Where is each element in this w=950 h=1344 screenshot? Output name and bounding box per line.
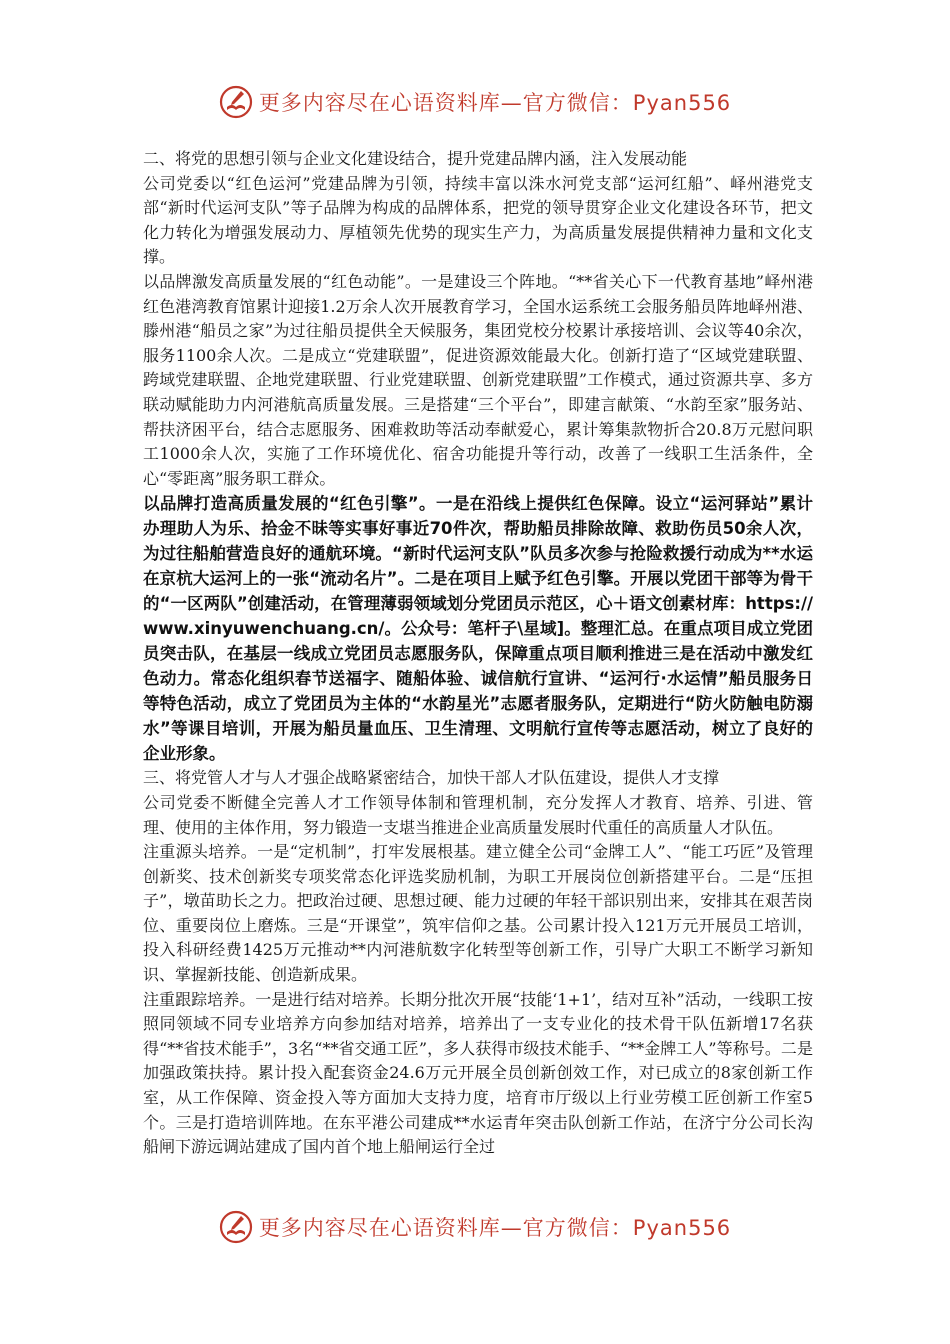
paragraph: 以品牌激发高质量发展的“红色动能”。一是建设三个阵地。“**省关心下一代教育基地”峄州港红色港湾教育馆累计迎接1.2万余人次开展教育学习，全国水运系统工会服务船员阵地峄州港、滕州港“船员之家”为过往船员提供全天候服务，集团党校分校累计承接培训、会议等40余次，服务1100余人次。二是成立“党建联盟”，促进资源效能最大化。创新打造了“区域党建联盟、跨域党建联盟、企地党建联盟、行业党建联盟、创新党建联盟”工作模式，通过资源共享、多方联动赋能助力内河港航高质量发展。三是搭建“三个平台”，即建言献策、“水韵至家”服务站、帮扶济困平台，结合志愿服务、困难救助等活动奉献爱心，累计筹集款物折合20.8万元慰问职工1000余人次，实施了工作环境优化、宿舍功能提升等行动，改善了一线职工生活条件，全心“零距离”服务职工群众。 bbox=[143, 271, 813, 488]
paragraph: 注重源头培养。一是“定机制”，打牢发展根基。建立健全公司“金牌工人”、“能工巧匠”及管理创新奖、技术创新奖专项奖常态化评选奖励机制，为职工开展岗位创新搭建平台。二是“压担子”，墩苗助长之力。把政治过硬、思想过硬、能力过硬的年轻干部识别出来，安排其在艰苦岗位、重要岗位上磨炼。三是“开课堂”，筑牢信仰之基。公司累计投入121万元开展员工培训，投入科研经费1425万元推动**内河港航数字化转型等创新工作，引导广大职工不断学习新知识、掌握新技能、创造新成果。 bbox=[143, 842, 813, 985]
paragraph: 公司党委不断健全完善人才工作领导体制和管理机制，充分发挥人才教育、培养、引进、管理、使用的主体作用，努力锻造一支堪当推进企业高质量发展时代重任的高质量人才队伍。 bbox=[143, 792, 813, 837]
book-pen-logo-icon bbox=[219, 85, 253, 119]
footer-watermark-banner bbox=[0, 1207, 950, 1247]
paragraph: 公司党委以“红色运河”党建品牌为引领，持续丰富以洙水河党支部“运河红船”、峄州港党支部“新时代运河支队”等子品牌为构成的品牌体系，把党的领导贯穿企业文化建设各环节，把文化力转化为增强发展动力、厚植领先优势的现实生产力，为高质量发展提供精神力量和文化支撑。 bbox=[143, 173, 813, 267]
section-heading-3: 三、将党管人才与人才强企战略紧密结合，加快干部人才队伍建设，提供人才支撑 bbox=[143, 768, 720, 788]
book-pen-logo-icon bbox=[219, 1210, 253, 1244]
header-watermark-banner bbox=[0, 82, 950, 122]
document-body bbox=[143, 147, 813, 1160]
paragraph-highlighted: 以品牌打造高质量发展的“红色引擎”。一是在沿线上提供红色保障。设立“运河驿站”累计办理助人为乐、拾金不昧等实事好事近70件次，帮助船员排除故障、救助伤员50余人次，为过往船舶营造良好的通航环境。“新时代运河支队”队员多次参与抢险救援行动成为**水运在京杭大运河上的一张“流动名片”。二是在项目上赋予红色引擎。开展以党团干部等为骨干的“一区两队”创建活动，在管理薄弱领域划分党团员示范区，心＋语文创素材库：https://www.xinyuwenchuang.cn/。公众号：笔杆子\星域]。整理汇总。在重点项目成立党团员突击队，在基层一线成立党团员志愿服务队，保障重点项目顺利推进三是在活动中激发红色动力。常态化组织春节送福字、随船体验、诚信航行宣讲、“运河行·水运情”船员服务日等特色活动，成立了党团员为主体的“水韵星光”志愿者服务队，定期进行“防火防触电防溺水”等课目培训，开展为船员量血压、卫生清理、文明航行宣传等志愿活动，树立了良好的企业形象。 bbox=[143, 494, 813, 764]
header-banner-text: 更多内容尽在心语资料库—官方微信：Pyan556 bbox=[258, 91, 732, 115]
section-heading-2: 二、将党的思想引领与企业文化建设结合，提升党建品牌内涵，注入发展动能 bbox=[143, 149, 688, 168]
footer-banner-text: 更多内容尽在心语资料库—官方微信：Pyan556 bbox=[258, 1216, 732, 1240]
paragraph: 注重跟踪培养。一是进行结对培养。长期分批次开展“技能‘1+1’，结对互补”活动，一线职工按照同领域不同专业培养方向参加结对培养，培养出了一支专业化的技术骨干队伍新增17名获得“**省技术能手”，3名“**省交通工匠”，多人获得市级技术能手、“**金牌工人”等称号。二是加强政策扶持。累计投入配套资金24.6万元开展全员创新创效工作，对已成立的8家创新工作室，从工作保障、资金投入等方面加大支持力度，培育市厅级以上行业劳模工匠创新工作室5个。三是打造培训阵地。在东平港公司建成**水运青年突击队创新工作站，在济宁分公司长沟船闸下游远调站建成了国内首个地上船闸运行全过 bbox=[143, 989, 813, 1157]
